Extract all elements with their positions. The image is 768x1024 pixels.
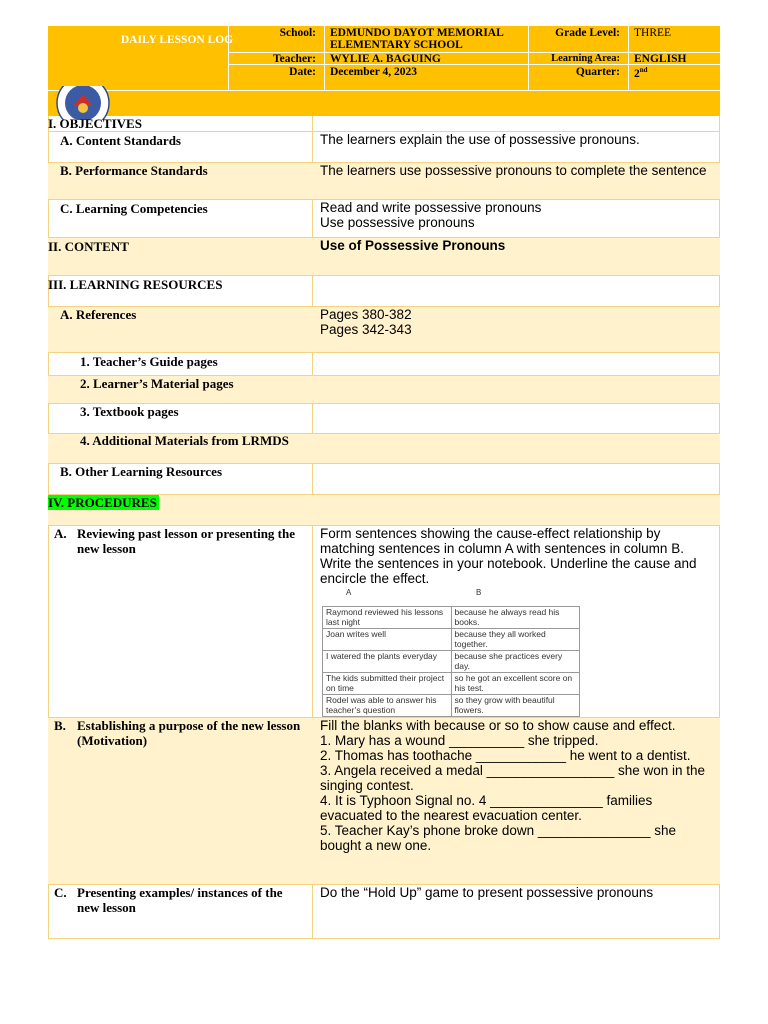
school-label: School: bbox=[279, 27, 316, 39]
proc-b-label: Establishing a purpose of the new lesson (Motivation) bbox=[77, 718, 301, 748]
exercise-line: 2. Thomas has toothache ____________ he went to a dentist. bbox=[320, 748, 691, 763]
competencies-label: C. Learning Competencies bbox=[60, 201, 208, 216]
effect-cell: because she practices every day. bbox=[451, 651, 580, 673]
divider bbox=[628, 26, 629, 90]
procedures-heading: IV. PROCEDURES bbox=[48, 495, 157, 510]
column-a-heading: A bbox=[346, 588, 352, 597]
am-label: 4. Additional Materials from LRMDS bbox=[80, 433, 289, 448]
proc-b-value bbox=[320, 718, 712, 853]
proc-b-letter: B. bbox=[54, 718, 66, 733]
quarter-value bbox=[634, 64, 648, 80]
references-value bbox=[320, 307, 712, 337]
lm-label: 2. Learner’s Material pages bbox=[80, 376, 234, 391]
competencies-value bbox=[320, 200, 712, 230]
cause-cell: Raymond reviewed his lessons last night bbox=[323, 607, 452, 629]
proc-c-value: Do the “Hold Up” game to present possessive pronouns bbox=[320, 885, 654, 900]
proc-a-value: Form sentences showing the cause-effect relationship by matching sentences in column A with sentences in column B. Write the sentences in your notebook. Underline the cause and encircle the effect. bbox=[320, 526, 697, 586]
teacher-label: Teacher: bbox=[272, 53, 316, 65]
reference-line: Pages 342-343 bbox=[320, 322, 412, 337]
effect-cell: because they all worked together. bbox=[451, 629, 580, 651]
tg-label: 1. Teacher’s Guide pages bbox=[80, 354, 218, 369]
content-heading: II. CONTENT bbox=[48, 239, 129, 254]
effect-cell: so he got an excellent score on his test. bbox=[451, 673, 580, 695]
cause-effect-row bbox=[323, 651, 580, 673]
school-value: EDMUNDO DAYOT MEMORIAL ELEMENTARY SCHOOL bbox=[330, 27, 504, 51]
cause-effect-row bbox=[323, 695, 580, 717]
header-banner bbox=[48, 26, 720, 116]
exercise-line: 3. Angela received a medal _________________ she won in the singing contest. bbox=[320, 763, 706, 793]
area-value: ENGLISH bbox=[634, 53, 687, 65]
cause-effect-table bbox=[322, 606, 580, 717]
performance-standards-value: The learners use possessive pronouns to complete the sentence bbox=[320, 163, 707, 178]
competency-line: Use possessive pronouns bbox=[320, 215, 475, 230]
deped-seal-icon bbox=[56, 86, 110, 120]
log-title: DAILY LESSON LOG bbox=[120, 34, 234, 46]
divider bbox=[324, 26, 325, 90]
divider bbox=[48, 90, 720, 91]
exercise-line: Fill the blanks with because or so to show cause and effect. bbox=[320, 718, 676, 733]
reference-line: Pages 380-382 bbox=[320, 307, 412, 322]
cause-effect-row bbox=[323, 629, 580, 651]
content-standards-value: The learners explain the use of possessive pronouns. bbox=[320, 132, 640, 147]
cause-cell: I watered the plants everyday bbox=[323, 651, 452, 673]
objectives-row bbox=[48, 116, 720, 132]
date-value: December 4, 2023 bbox=[330, 66, 417, 78]
area-label: Learning Area: bbox=[551, 53, 620, 64]
effect-cell: because he always read his books. bbox=[451, 607, 580, 629]
exercise-line: 5. Teacher Kay’s phone broke down _______________ she bought a new one. bbox=[320, 823, 677, 853]
references-label: A. References bbox=[60, 307, 137, 322]
resources-heading: III. LEARNING RESOURCES bbox=[48, 277, 223, 292]
quarter-label: Quarter: bbox=[575, 66, 620, 78]
exercise-line: 4. It is Typhoon Signal no. 4 _______________ families evacuated to the nearest evacuation center. bbox=[320, 793, 653, 823]
cause-effect-row bbox=[323, 607, 580, 629]
content-standards-label: A. Content Standards bbox=[60, 133, 181, 148]
exercise-line: 1. Mary has a wound __________ she tripped. bbox=[320, 733, 599, 748]
proc-a-letter: A. bbox=[54, 526, 67, 541]
cause-effect-row bbox=[323, 673, 580, 695]
date-label: Date: bbox=[289, 66, 316, 78]
grade-label: Grade Level: bbox=[555, 27, 620, 39]
content-value: Use of Possessive Pronouns bbox=[320, 238, 506, 253]
teacher-value: WYLIE A. BAGUING bbox=[330, 53, 441, 65]
proc-c-label: Presenting examples/ instances of the new lesson bbox=[77, 885, 283, 915]
other-resources-label: B. Other Learning Resources bbox=[60, 464, 223, 479]
proc-a-label: Reviewing past lesson or presenting the new lesson bbox=[77, 526, 295, 556]
proc-c-letter: C. bbox=[54, 885, 67, 900]
objectives-heading: I. OBJECTIVES bbox=[48, 116, 142, 131]
quarter-number: 2 bbox=[634, 67, 640, 80]
effect-cell: so they grow with beautiful flowers. bbox=[451, 695, 580, 717]
tb-label: 3. Textbook pages bbox=[80, 404, 179, 419]
cause-cell: Joan writes well bbox=[323, 629, 452, 651]
cause-cell: The kids submitted their project on time bbox=[323, 673, 452, 695]
quarter-suffix: nd bbox=[639, 66, 648, 74]
grade-value: THREE bbox=[634, 27, 672, 39]
performance-standards-label: B. Performance Standards bbox=[60, 163, 208, 178]
cause-cell: Rodel was able to answer his teacher’s question bbox=[323, 695, 452, 717]
column-b-heading: B bbox=[476, 588, 482, 597]
competency-line: Read and write possessive pronouns bbox=[320, 200, 542, 215]
